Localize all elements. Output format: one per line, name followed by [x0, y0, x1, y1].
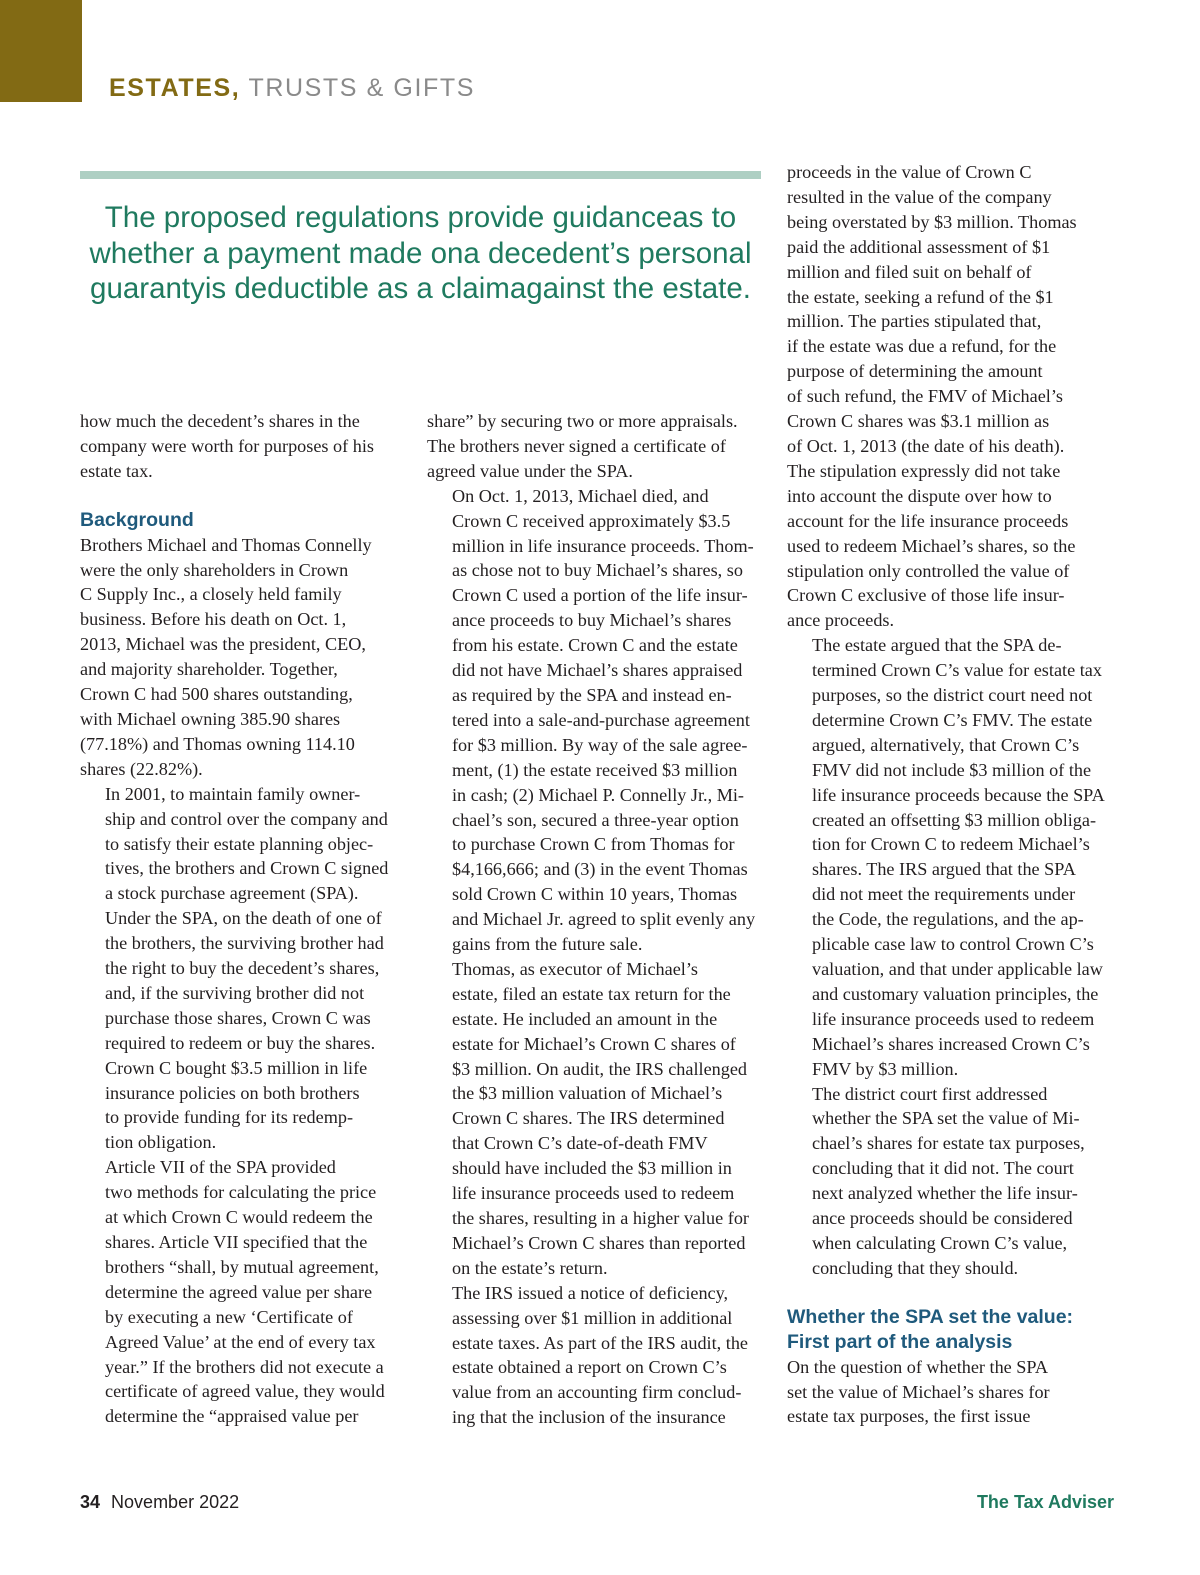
text-line: year.” If the brothers did not execute a — [105, 1356, 384, 1377]
text-line: required to redeem or buy the shares. — [105, 1032, 376, 1053]
text-line: set the value of Michael’s shares for — [787, 1381, 1050, 1402]
text-line: chael’s shares for estate tax purposes, — [812, 1133, 1085, 1154]
text-line: from his estate. Crown C and the estate — [452, 635, 738, 656]
text-line: of such refund, the FMV of Michael’s — [787, 386, 1063, 407]
text-line: life insurance proceeds because the SPA — [812, 784, 1105, 805]
text-line: estate for Michael’s Crown C shares of — [452, 1033, 736, 1054]
text-line: ing that the inclusion of the insurance — [452, 1407, 726, 1428]
text-line: purposes, so the district court need not — [812, 685, 1093, 706]
pullquote-rule — [80, 171, 761, 179]
text-line: In 2001, to maintain family owner- — [105, 783, 361, 804]
paragraph — [787, 1082, 1122, 1281]
text-line: tered into a sale-and-purchase agreement — [452, 709, 750, 730]
text-line: estate obtained a report on Crown C’s — [452, 1357, 727, 1378]
text-line: when calculating Crown C’s value, — [812, 1232, 1068, 1253]
text-line: were the only shareholders in Crown — [80, 559, 349, 580]
text-line: estate. He included an amount in the — [452, 1008, 718, 1029]
text-line: FMV did not include $3 million of the — [812, 759, 1092, 780]
text-line: Crown C bought $3.5 million in life — [105, 1057, 368, 1078]
text-line: the estate, seeking a refund of the $1 — [787, 286, 1054, 307]
text-line: proceeds in the value of Crown C — [787, 162, 1032, 182]
text-line: created an offsetting $3 million obliga- — [812, 809, 1097, 830]
text-line: estate, filed an estate tax return for the — [452, 983, 731, 1004]
text-line: million. The parties stipulated that, — [787, 311, 1042, 332]
section-header — [109, 74, 475, 103]
text-line: Crown C received approximately $3.5 — [452, 510, 731, 531]
text-line: valuation, and that under applicable law — [812, 959, 1103, 979]
column-2 — [427, 409, 772, 1430]
text-line: stipulation only controlled the value of — [787, 560, 1070, 581]
text-line: The brothers never signed a certificate of — [427, 435, 726, 456]
text-line: Whether the SPA set the value: — [787, 1305, 1074, 1328]
text-line: tion obligation. — [105, 1132, 217, 1153]
text-line: share” by securing two or more appraisals. — [427, 411, 738, 431]
paragraph — [427, 409, 772, 484]
text-line: as required by the SPA and instead en- — [452, 684, 732, 705]
text-line: sold Crown C within 10 years, Thomas — [452, 884, 738, 905]
text-line: gains from the future sale. — [452, 934, 643, 955]
text-line: at which Crown C would redeem the — [105, 1207, 373, 1228]
paragraph — [80, 782, 410, 1156]
text-line: determine the “appraised value per — [105, 1406, 359, 1427]
text-line: purpose of determining the amount — [787, 361, 1043, 382]
text-line: and Michael Jr. agreed to split evenly any — [452, 909, 756, 930]
text-line: ance proceeds should be considered — [812, 1208, 1073, 1229]
text-line: Crown C exclusive of those life insur- — [787, 585, 1065, 606]
subhead-spa-value — [787, 1305, 1122, 1355]
text-line: the brothers, the surviving brother had — [105, 933, 384, 954]
text-line: The estate argued that the SPA de- — [812, 635, 1062, 656]
text-line: against the estate. — [509, 272, 751, 305]
text-line: assessing over $1 million in additional — [452, 1307, 733, 1328]
section-header-strong: ESTATES, — [109, 74, 241, 102]
text-line: Crown C shares was $3.1 million as — [787, 411, 1050, 432]
text-line: Michael’s Crown C shares than reported — [452, 1232, 746, 1253]
text-line: 2013, Michael was the president, CEO, — [80, 634, 366, 655]
text-line: to satisfy their estate planning objec- — [105, 833, 374, 854]
text-line: with Michael owning 385.90 shares — [80, 708, 341, 729]
text-line: ment, (1) the estate received $3 million — [452, 759, 738, 780]
text-line: insurance policies on both brothers — [105, 1082, 360, 1103]
text-line: The stipulation expressly did not take — [787, 460, 1061, 481]
text-line: business. Before his death on Oct. 1, — [80, 609, 347, 630]
paragraph — [80, 409, 410, 484]
text-line: shares. The IRS argued that the SPA — [812, 859, 1076, 880]
text-line: life insurance proceeds used to redeem — [812, 1008, 1095, 1029]
text-line: On Oct. 1, 2013, Michael died, and — [452, 485, 709, 506]
text-line: ance proceeds. — [787, 610, 895, 631]
text-line: on the estate’s return. — [452, 1257, 608, 1278]
text-line: The district court first addressed — [812, 1083, 1048, 1104]
text-line: C Supply Inc., a closely held family — [80, 584, 342, 605]
text-line: into account the dispute over how to — [787, 485, 1052, 506]
paragraph — [427, 1281, 772, 1430]
paragraph — [787, 160, 1122, 633]
text-line: the Code, the regulations, and the ap- — [812, 909, 1084, 930]
paragraph — [427, 957, 772, 1281]
text-line: agreed value under the SPA. — [427, 460, 633, 481]
text-line: and customary valuation principles, the — [812, 983, 1099, 1004]
text-line: a stock purchase agreement (SPA). — [105, 883, 359, 904]
page-number: 34 — [80, 1492, 101, 1512]
text-line: to provide funding for its redemp- — [105, 1107, 354, 1128]
text-line: FMV by $3 million. — [812, 1058, 959, 1079]
text-line: plicable case law to control Crown C’s — [812, 934, 1094, 955]
text-line: million in life insurance proceeds. Thom- — [452, 535, 754, 556]
text-line: estate taxes. As part of the IRS audit, the — [452, 1332, 748, 1353]
text-line: Agreed Value’ at the end of every tax — [105, 1331, 376, 1352]
publication-name: The Tax Adviser — [976, 1492, 1114, 1512]
section-header-light: TRUSTS & GIFTS — [248, 74, 476, 102]
text-line: whether the SPA set the value of Mi- — [812, 1108, 1080, 1129]
text-line: a decedent’s personal guaranty — [90, 236, 752, 305]
text-line: Article VII of the SPA provided — [105, 1157, 336, 1178]
paragraph — [80, 533, 410, 782]
text-line: two methods for calculating the price — [105, 1182, 377, 1203]
paragraph — [80, 1155, 410, 1429]
text-line: should have included the $3 million in — [452, 1158, 732, 1179]
text-line: as chose not to buy Michael’s shares, so — [452, 560, 743, 581]
text-line: Under the SPA, on the death of one of — [105, 908, 382, 929]
text-line: Brothers Michael and Thomas Connelly — [80, 534, 372, 555]
text-line: that Crown C’s date-of-death FMV — [452, 1133, 708, 1154]
text-line: and majority shareholder. Together, — [80, 659, 338, 680]
text-line: shares (22.82%). — [80, 758, 203, 779]
text-line: Crown C used a portion of the life insur- — [452, 585, 748, 606]
text-line: company were worth for purposes of his — [80, 435, 374, 456]
text-line: The IRS issued a notice of deficiency, — [452, 1282, 729, 1303]
text-line: used to redeem Michael’s shares, so the — [787, 535, 1076, 556]
text-line: First part of the analysis — [787, 1330, 1013, 1353]
text-line: concluding that it did not. The court — [812, 1158, 1074, 1179]
paragraph — [787, 1355, 1122, 1430]
text-line: concluding that they should. — [812, 1257, 1019, 1278]
text-line: resulted in the value of the company — [787, 186, 1052, 207]
issue-date: November 2022 — [111, 1492, 240, 1512]
text-line: The proposed regulations provide guidance — [104, 201, 673, 234]
text-line: Crown C shares. The IRS determined — [452, 1108, 725, 1129]
text-line: million and filed suit on behalf of — [787, 261, 1032, 282]
text-line: life insurance proceeds used to redeem — [452, 1183, 735, 1204]
text-line: On the question of whether the SPA — [787, 1356, 1049, 1377]
text-line: if the estate was due a refund, for the — [787, 336, 1057, 357]
text-line: chael’s son, secured a three-year option — [452, 809, 739, 830]
paragraph — [427, 484, 772, 957]
column-3 — [787, 160, 1122, 1429]
text-line: ship and control over the company and — [105, 808, 388, 829]
text-line: the shares, resulting in a higher value for — [452, 1208, 749, 1228]
footer-page-info — [80, 1492, 239, 1513]
corner-color-block — [0, 0, 82, 102]
text-line: paid the additional assessment of $1 — [787, 236, 1051, 257]
text-line: did not have Michael’s shares appraised — [452, 660, 743, 681]
text-line: purchase those shares, Crown C was — [105, 1007, 371, 1028]
text-line: termined Crown C’s value for estate tax — [812, 660, 1102, 681]
subhead-background: Background — [80, 508, 194, 531]
text-line: (77.18%) and Thomas owning 114.10 — [80, 733, 355, 754]
text-line: by executing a new ‘Certificate of — [105, 1306, 353, 1327]
text-line: certificate of agreed value, they would — [105, 1381, 385, 1402]
text-line: $4,166,666; and (3) in the event Thomas — [452, 859, 748, 880]
text-line: next analyzed whether the life insur- — [812, 1183, 1078, 1204]
text-line: tion for Crown C to redeem Michael’s — [812, 834, 1090, 855]
text-line: is deductible as a claim — [204, 272, 510, 305]
text-line: determine the agreed value per share — [105, 1281, 373, 1302]
pullquote — [80, 200, 761, 307]
text-line: Crown C had 500 shares outstanding, — [80, 684, 353, 705]
text-line: did not meet the requirements under — [812, 884, 1076, 905]
text-line: being overstated by $3 million. Thomas — [787, 211, 1077, 232]
text-line: shares. Article VII specified that the — [105, 1232, 368, 1252]
text-line: estate tax. — [80, 460, 153, 481]
text-line: tives, the brothers and Crown C signed — [105, 858, 389, 879]
text-line: value from an accounting firm conclud- — [452, 1382, 742, 1403]
text-line: account for the life insurance proceeds — [787, 510, 1069, 531]
text-line: ance proceeds to buy Michael’s shares — [452, 610, 732, 631]
paragraph — [787, 633, 1122, 1081]
text-line: argued, alternatively, that Crown C’s — [812, 734, 1080, 755]
text-line: to purchase Crown C from Thomas for — [452, 834, 735, 855]
text-line: of Oct. 1, 2013 (the date of his death). — [787, 435, 1065, 456]
text-line: and, if the surviving brother did not — [105, 982, 365, 1003]
column-1 — [80, 409, 410, 1429]
text-line: determine Crown C’s FMV. The estate — [812, 709, 1093, 730]
text-line: for $3 million. By way of the sale agree- — [452, 734, 748, 755]
text-line: in cash; (2) Michael P. Connelly Jr., Mi- — [452, 784, 744, 805]
text-line: as to whether a payment made on — [89, 201, 737, 270]
text-line: Thomas, as executor of Michael’s — [452, 958, 698, 979]
text-line: Michael’s shares increased Crown C’s — [812, 1033, 1090, 1054]
text-line: the $3 million valuation of Michael’s — [452, 1083, 723, 1104]
text-line: how much the decedent’s shares in the — [80, 411, 360, 431]
text-line: brothers “shall, by mutual agreement, — [105, 1256, 379, 1277]
text-line: the right to buy the decedent’s shares, — [105, 958, 380, 979]
text-line: $3 million. On audit, the IRS challenged — [452, 1058, 747, 1079]
text-line: estate tax purposes, the first issue — [787, 1406, 1031, 1427]
